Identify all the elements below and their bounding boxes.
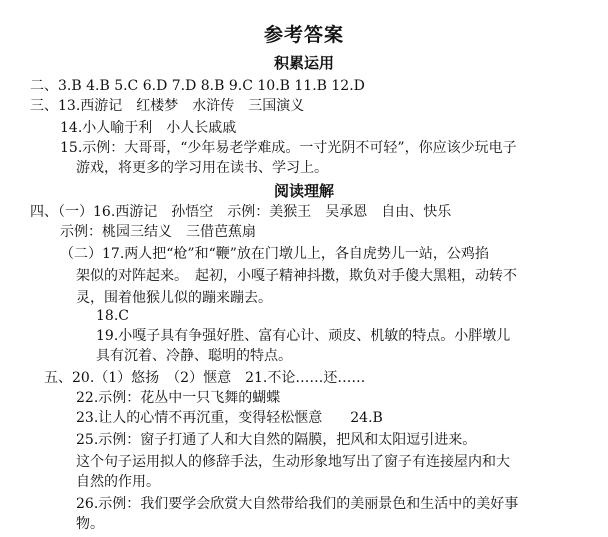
answer-line-13: 三、13.西游记 红楼梦 水浒传 三国演义	[30, 98, 305, 114]
answer-line-15-cont: 游戏，将更多的学习用在读书、学习上。	[76, 160, 328, 176]
answer-line-19-cont: 具有沉着、冷静、聪明的特点。	[96, 348, 292, 364]
answer-line-19: 19.小嘎子具有争强好胜、富有心计、顽皮、机敏的特点。小胖墩儿	[96, 328, 511, 344]
answer-line-22: 22.示例：花丛中一只飞舞的蝴蝶	[76, 390, 281, 406]
answer-line-23: 23.让人的心情不再沉重，变得轻松惬意 24.B	[76, 410, 383, 426]
answer-line-17-cont2: 灵，围着他猴儿似的蹦来蹦去。	[76, 290, 272, 306]
answer-line-25-cont2: 自然的作用。	[76, 474, 160, 490]
answer-line-15: 15.示例：大哥哥，“少年易老学难成。一寸光阴不可轻”，你应该少玩电子	[60, 140, 517, 156]
answer-line-16: 四、（一）16.西游记 孙悟空 示例：美猴王 吴承恩 自由、快乐	[30, 204, 452, 220]
answer-line-20: 五、20.（1）悠扬 （2）惬意 21.不论……还……	[44, 370, 366, 386]
answer-line-17-cont1: 架似的对阵起来。 起初，小嘎子精神抖擞，欺负对手傻大黑粗，动转不	[76, 268, 517, 284]
page-title: 参考答案	[263, 24, 344, 46]
section-heading-accumulation: 积累运用	[273, 54, 334, 72]
answer-line-25: 25.示例：窗子打通了人和大自然的隔膜，把风和太阳逗引进来。	[76, 432, 477, 448]
answer-line-26-cont: 物。	[76, 516, 104, 532]
answer-line-16-example: 示例：桃园三结义 三借芭蕉扇	[60, 224, 256, 240]
section-heading-reading: 阅读理解	[273, 182, 334, 200]
answer-line-17: （二）17.两人把“枪”和“鞭”放在门墩儿上，各自虎势儿一站，公鸡掐	[60, 246, 489, 262]
answer-line-25-cont1: 这个句子运用拟人的修辞手法，生动形象地写出了窗子有连接屋内和大	[76, 454, 510, 470]
answer-line-26: 26.示例：我们要学会欣赏大自然带给我们的美丽景色和生活中的美好事	[76, 496, 519, 512]
answer-line-14: 14.小人喻于利 小人长戚戚	[60, 120, 237, 136]
answer-line-18: 18.C	[96, 308, 129, 324]
answer-line-2: 二、3.B 4.B 5.C 6.D 7.D 8.B 9.C 10.B 11.B 12.D	[30, 78, 365, 94]
